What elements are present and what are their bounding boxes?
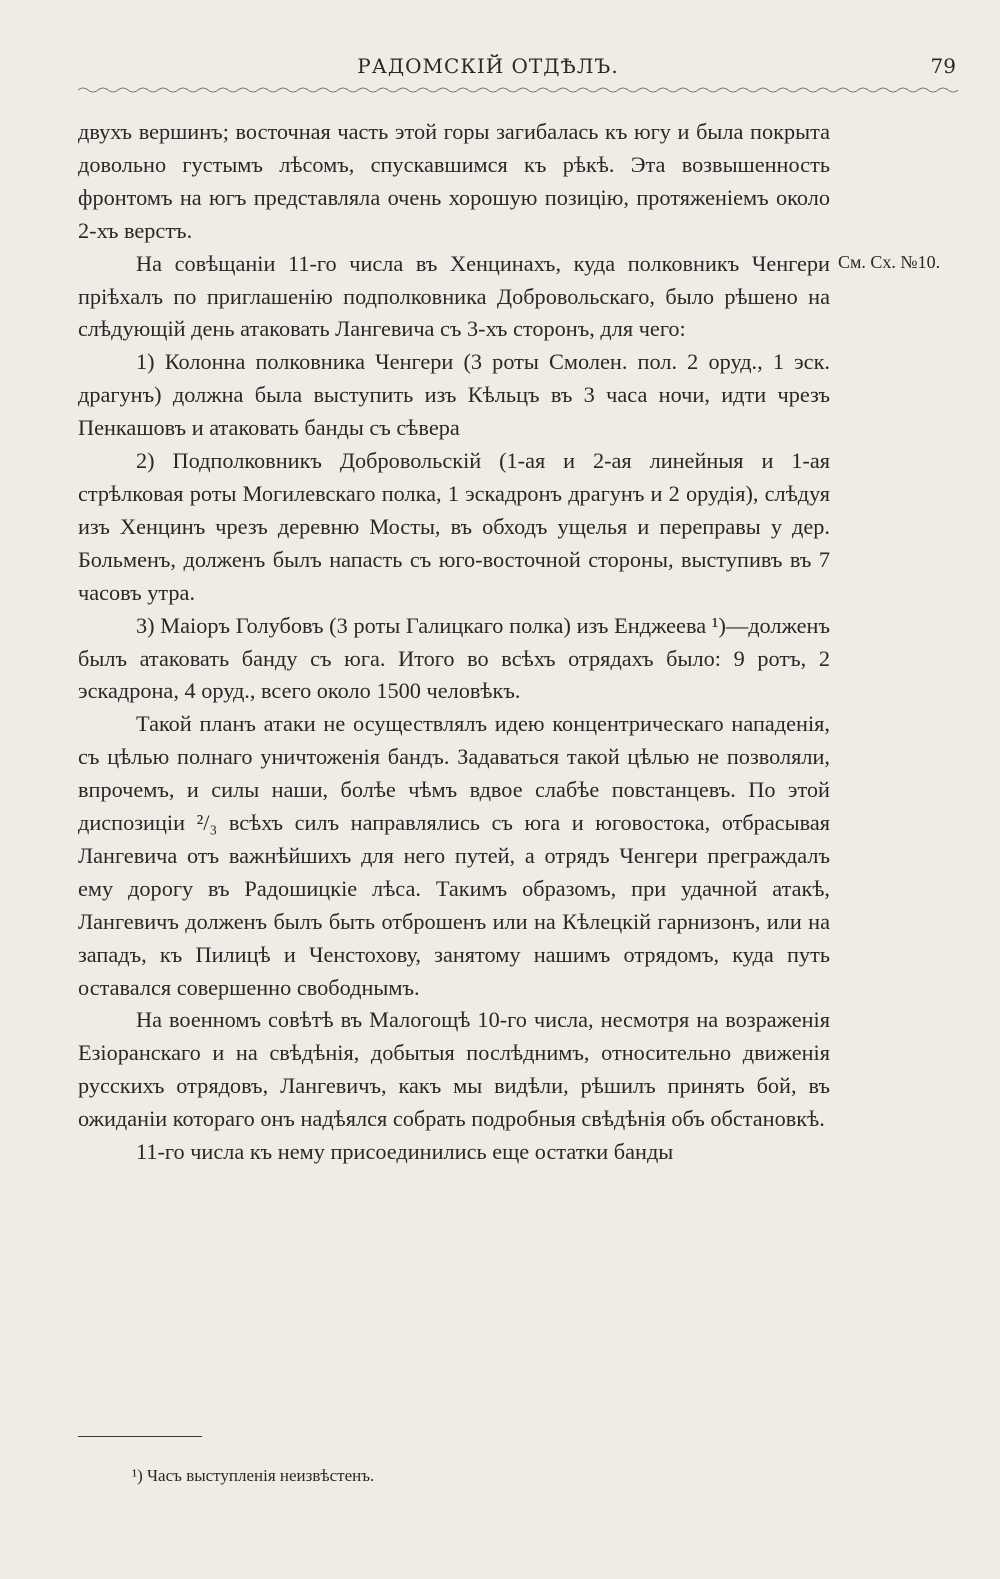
wavy-header-rule [78, 86, 958, 94]
paragraph: Такой планъ атаки не осуществлялъ идею концентрическаго нападенія, съ цѣлью полнаго уничтоженія бандъ. Задаваться такой цѣлью не позволяли, впрочемъ, и силы наши, болѣе чѣмъ вдвое слабѣе повстанцевъ. По этой диспозиціи ²/₃ всѣхъ силъ направлялись съ юга и юговостока, отбрасывая Лангевича отъ важнѣйшихъ для него путей, а отрядъ Ченгери преграждалъ ему дорогу въ Радошицкіе лѣса. Такимъ образомъ, при удачной атакѣ, Лангевичъ долженъ былъ быть отброшенъ или на Кѣлецкій гарнизонъ, или на западъ, къ Пилицѣ и Ченстохову, занятому нашимъ отрядомъ, куда путь оставался совершенно свободнымъ. [78, 711, 830, 1000]
paragraph: 11-го числа къ нему присоединились еще остатки банды [136, 1139, 674, 1165]
footnote-rule [78, 1436, 202, 1437]
page-number: 79 [930, 54, 956, 78]
paragraph: 3) Маіоръ Голубовъ (3 роты Галицкаго полка) изъ Енджеева ¹)—долженъ былъ атаковать банду съ юга. Итого во всѣхъ отрядахъ было: 9 ротъ, 2 эскадрона, 4 оруд., всего около 1500 человѣкъ. [78, 612, 830, 704]
margin-note: См. Сх. №10. [838, 252, 941, 272]
paragraph: На совѣщаніи 11-го числа въ Хенцинахъ, куда полковникъ Ченгери пріѣхалъ по приглашенію подполковника Добровольскаго, было рѣшено на слѣдующій день атаковать Лангевича съ 3-хъ сторонъ, для чего: [78, 250, 830, 342]
paragraph: На военномъ совѣтѣ въ Малогощѣ 10-го числа, несмотря на возраженія Езіоранскаго и на свѣдѣнія, добытыя послѣднимъ, относительно движенія русскихъ отрядовъ, Лангевичъ, какъ мы видѣли, рѣшилъ принять бой, въ ожиданіи котораго онъ надѣялся собрать подробныя свѣдѣнія объ обстановкѣ. [78, 1007, 830, 1132]
running-header [78, 54, 958, 84]
running-title: РАДОМСКІЙ ОТДѢЛЪ. [357, 54, 619, 78]
footnote: ¹) Часъ выступленія неизвѣстенъ. [132, 1466, 375, 1485]
paragraph: двухъ вершинъ; восточная часть этой горы загибалась къ югу и была покрыта довольно густымъ лѣсомъ, спускавшимся къ рѣкѣ. Эта возвышенность фронтомъ на югъ представляла очень хорошую позицію, протяженіемъ около 2-хъ верстъ. [78, 119, 830, 243]
paragraph: 2) Подполковникъ Добровольскій (1-ая и 2-ая линейныя и 1-ая стрѣлковая роты Могилевскаго полка, 1 эскадронъ драгунъ и 2 орудія), слѣдуя изъ Хенцинъ чрезъ деревню Мосты, въ обходъ ущелья и переправы у дер. Больменъ, долженъ былъ напасть съ юго-восточной стороны, выступивъ въ 7 часовъ утра. [78, 448, 830, 605]
body-text [78, 116, 830, 1169]
paragraph: 1) Колонна полковника Ченгери (3 роты Смолен. пол. 2 оруд., 1 эск. драгунъ) должна была выступить изъ Кѣльцъ въ 3 часа ночи, идти чрезъ Пенкашовъ и атаковать банды съ сѣвера [78, 349, 830, 441]
